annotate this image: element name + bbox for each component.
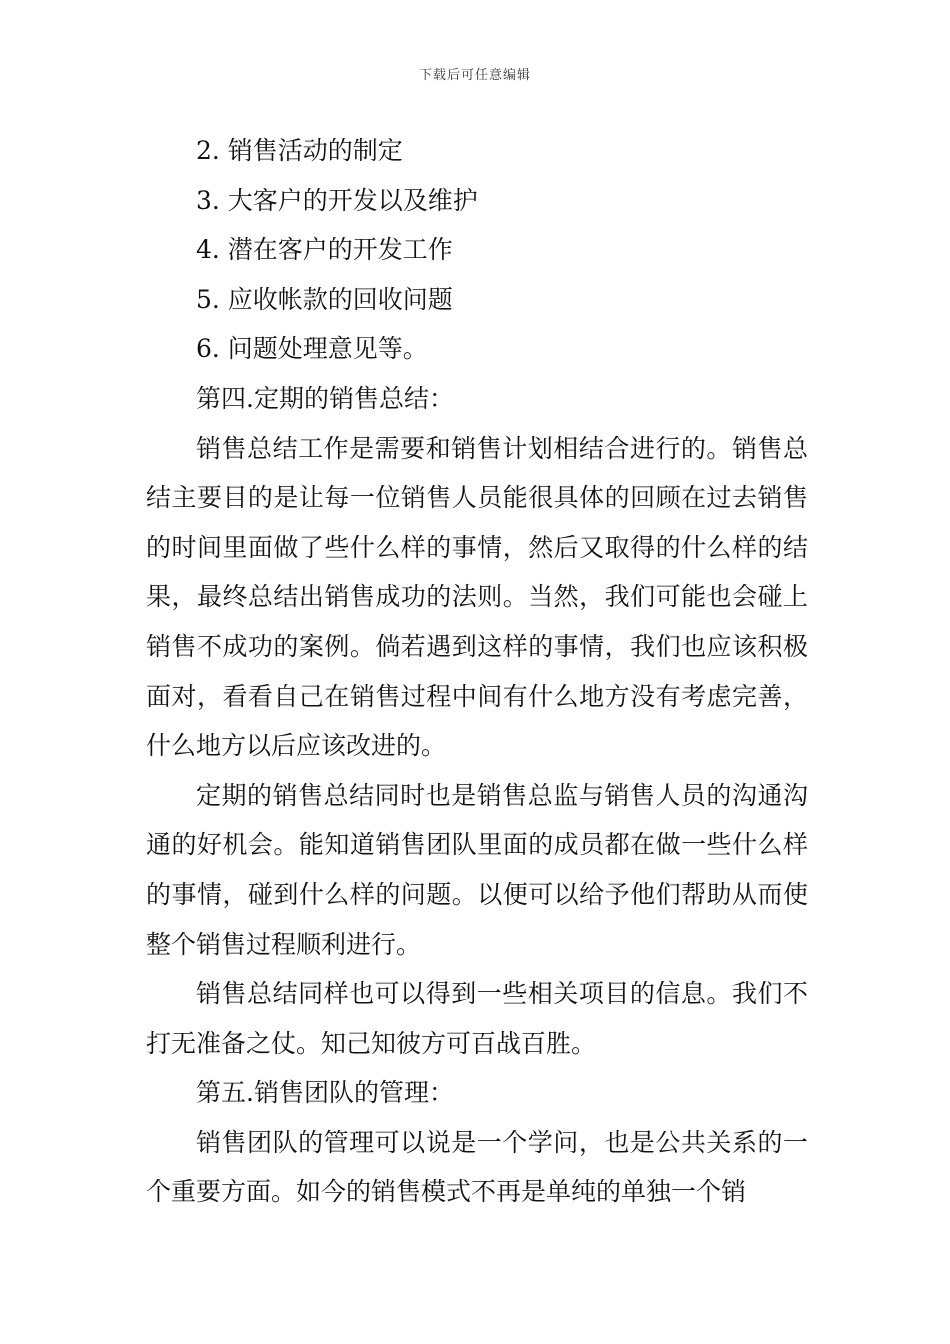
section-heading-4: 第四.定期的销售总结： (196, 383, 454, 413)
list-item: 2. 销售活动的制定 (196, 136, 403, 165)
list-item: 5. 应收帐款的回收问题 (196, 284, 453, 314)
list-item: 3. 大客户的开发以及维护 (196, 185, 478, 215)
paragraph-regular-summary: 定期的销售总结同时也是销售总监与销售人员的沟通沟通的好机会。能知道销售团队里面的成员都在做一些什么样的事情，碰到什么样的问题。以便可以给予他们帮助从而使整个销售过程顺利进行。 (146, 780, 808, 959)
section-heading-5: 第五.销售团队的管理： (196, 1078, 454, 1108)
paragraph-project-info: 销售总结同样也可以得到一些相关项目的信息。我们不打无准备之仗。知己知彼方可百战百胜。 (146, 979, 808, 1058)
page-header: 下载后可任意编辑 (418, 68, 531, 83)
list-item: 6. 问题处理意见等。 (196, 334, 428, 364)
list-item: 4. 潜在客户的开发工作 (196, 235, 453, 265)
document-body (146, 126, 808, 1217)
paragraph-sales-summary: 销售总结工作是需要和销售计划相结合进行的。销售总结主要目的是让每一位销售人员能很具体的回顾在过去销售的时间里面做了些什么样的事情，然后又取得的什么样的结果，最终总结出销售成功的法则。当然，我们可能也会碰上销售不成功的案例。倘若遇到这样的事情，我们也应该积极面对，看看自己在销售过程中间有什么地方没有考虑完善，什么地方以后应该改进的。 (146, 433, 808, 761)
paragraph-team-management: 销售团队的管理可以说是一个学问，也是公共关系的一个重要方面。如今的销售模式不再是单纯的单独一个销 (146, 1127, 808, 1207)
